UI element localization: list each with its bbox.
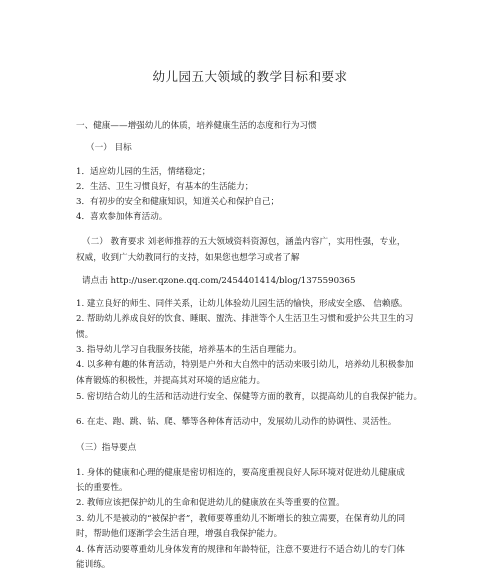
section-heading-health: 一、健康——增强幼儿的体质，培养健康生活的态度和行为习惯 <box>76 121 317 131</box>
guidance-item: 能训练。 <box>76 560 111 570</box>
guidance-heading: （三）指导要点 <box>76 443 137 453</box>
goal-item: 2．生活、卫生习惯良好，有基本的生活能力； <box>76 182 254 192</box>
guidance-item: 1. 身体的健康和心理的健康是密切相连的，要高度重视良好人际环境对促进幼儿健康成 <box>76 468 405 478</box>
requirement-item: 2. 帮助幼儿养成良好的饮食、睡眠、盥洗、排泄等个人生活卫生习惯和爱护公共卫生的习 <box>76 314 414 324</box>
requirement-item: 6. 在走、跑、跳、钻、爬、攀等各种体育活动中，发展幼儿动作的协调性、灵活性。 <box>76 417 397 427</box>
guidance-item: 长的重要性。 <box>76 483 128 493</box>
requirement-item: 5. 密切结合幼儿的生活和活动进行安全、保健等方面的教育，以提高幼儿的自我保护能力。 <box>76 392 423 402</box>
requirement-item: 体育锻炼的积极性，并提高其对环境的适应能力。 <box>76 376 266 386</box>
requirement-item: 3. 指导幼儿学习自我服务技能，培养基本的生活自理能力。 <box>76 345 302 355</box>
requirement-item: 1. 建立良好的师生、同伴关系，让幼儿体验幼儿园生活的愉快，形成安全感、 信赖感。 <box>76 299 408 309</box>
resource-link[interactable]: 请点击 http://user.qzone.qq.com/2454401414/blog/1375590365 <box>82 276 356 286</box>
document-title: 幼儿园五大领域的教学目标和要求 <box>152 69 348 84</box>
requirements-intro: 权威，收到广大幼教同行的支持，如果您也想学习或者了解 <box>76 253 300 263</box>
guidance-item: 4. 体育活动要尊重幼儿身体发育的规律和年龄特征，注意不要进行不适合幼儿的专门体 <box>76 545 405 555</box>
goals-heading: （一） 目标 <box>86 143 132 153</box>
guidance-item: 2. 教师应该把保护幼儿的生命和促进幼儿的健康放在头等重要的位置。 <box>76 498 345 508</box>
guidance-item: 3. 幼儿不是被动的“被保护者”，教师要尊重幼儿不断增长的独立需要，在保育幼儿的同 <box>76 514 406 524</box>
goal-item: 4．喜欢参加体育活动。 <box>76 212 168 222</box>
requirement-item: 惯。 <box>76 330 94 340</box>
guidance-item: 时，帮助他们逐渐学会生活自理，增强自我保护能力。 <box>76 529 283 539</box>
requirements-heading: （二） 教育要求 刘老师推荐的五大领域资料资源包，涵盖内容广，实用性强，专业， <box>82 237 406 247</box>
goal-item: 3．有初步的安全和健康知识，知道关心和保护自己； <box>76 197 280 207</box>
goal-item: 1．适应幼儿园的生活，情绪稳定； <box>76 167 211 177</box>
requirement-item: 4. 以多种有趣的体育活动，特别是户外和大自然中的活动来吸引幼儿，培养幼儿积极参加 <box>76 360 414 370</box>
